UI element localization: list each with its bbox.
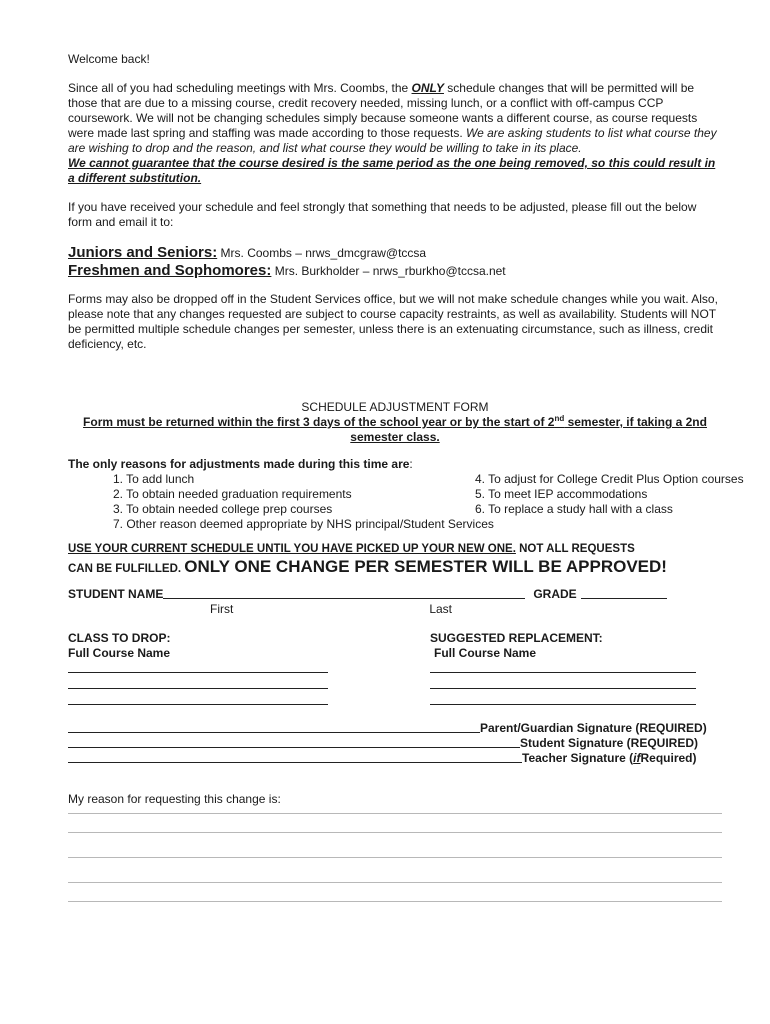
replacement-column: SUGGESTED REPLACEMENT: Full Course Name xyxy=(430,631,696,705)
student-name-row xyxy=(68,587,722,602)
warning-notice: USE YOUR CURRENT SCHEDULE UNTIL YOU HAVE PICKED UP YOUR NEW ONE. NOT ALL REQUESTS CAN BE FULFILLED. ONLY ONE CHANGE PER SEMESTER WILL BE APPROVED! xyxy=(68,543,667,576)
reason-item: 6. To replace a study hall with a class xyxy=(475,502,673,516)
drop-column: CLASS TO DROP: Full Course Name xyxy=(68,631,430,705)
reason-item: 4. To adjust for College Credit Plus Option courses xyxy=(475,472,744,486)
reason-item: 2. To obtain needed graduation requirements xyxy=(113,487,352,501)
only-emphasis: ONLY xyxy=(411,81,444,95)
paragraph-instructions: If you have received your schedule and feel strongly that something that needs to be adjusted, please fill out the below form and email it to: xyxy=(68,200,697,229)
signature-block xyxy=(68,721,722,766)
form-title: SCHEDULE ADJUSTMENT FORM xyxy=(301,400,489,414)
reason-item: 3. To obtain needed college prep courses xyxy=(113,502,333,516)
reason-item: 1. To add lunch xyxy=(113,472,195,486)
drop-course-field[interactable] xyxy=(68,677,328,689)
paragraph-dropoff: Forms may also be dropped off in the Student Services office, but we will not make schedule changes while you wait. Also, please note that any changes requested are subject to course capacity restraints, as well as availability. Students will NOT be permitted multiple schedule changes per semester, unless there is an extenuating circumstance, such as illness, credit deficiency, etc. xyxy=(68,292,718,351)
student-signature-row: Student Signature (REQUIRED) xyxy=(68,736,722,751)
reason-label: My reason for requesting this change is: xyxy=(68,792,281,806)
reason-item: 7. Other reason deemed appropriate by NHS principal/Student Services xyxy=(113,517,494,531)
paragraph-policy: Since all of you had scheduling meetings with Mrs. Coombs, the ONLY schedule changes that will be permitted will be those that are due to a missing course, credit recovery needed, missing lunch, or a conflict with off-campus CCP coursework. We will not be changing schedules simply because someone wants a different course, as course requests were made last spring and staffing was made according to those requests. We are asking students to list what course they are wishing to drop and the reason, and list what course they would be willing to take in its place. We cannot guarantee that the course desired is the same period as the one being removed, so this could result in a different substitution. xyxy=(68,81,717,185)
contact-list xyxy=(68,244,722,280)
parent-signature-row: Parent/Guardian Signature (REQUIRED) xyxy=(68,721,722,736)
reasons-heading: The only reasons for adjustments made during this time are: xyxy=(68,457,413,471)
contact-juniors-seniors: Juniors and Seniors: Mrs. Coombs – nrws_dmcgraw@tccsa xyxy=(68,244,427,261)
replacement-course-field[interactable] xyxy=(430,661,696,673)
greeting: Welcome back! xyxy=(68,52,150,66)
student-name-field[interactable] xyxy=(163,587,525,599)
grade-label: GRADE xyxy=(533,587,577,601)
contact-freshmen-sophomores: Freshmen and Sophomores: Mrs. Burkholder – nrws_rburkho@tccsa.net xyxy=(68,262,506,279)
name-hints: First Last xyxy=(210,602,453,616)
document-page xyxy=(68,52,744,902)
teacher-signature-field[interactable] xyxy=(68,751,522,763)
form-deadline: Form must be returned within the first 3 days of the school year or by the start of 2nd semester, if taking a 2nd semester class. xyxy=(83,414,707,444)
grade-field[interactable] xyxy=(581,587,667,599)
drop-course-field[interactable] xyxy=(68,661,328,673)
reason-item: 5. To meet IEP accommodations xyxy=(475,487,648,501)
parent-signature-field[interactable] xyxy=(68,721,480,733)
student-signature-field[interactable] xyxy=(68,736,520,748)
replacement-course-field[interactable] xyxy=(430,693,696,705)
guarantee-notice: We cannot guarantee that the course desired is the same period as the one being removed, so this could result in a different substitution. xyxy=(68,156,716,185)
teacher-signature-row: Teacher Signature ( if Required) xyxy=(68,751,722,766)
replacement-course-field[interactable] xyxy=(430,677,696,689)
reasons-list xyxy=(113,472,744,517)
course-section xyxy=(68,631,722,705)
student-name-label: STUDENT NAME xyxy=(68,587,164,601)
reason-lines[interactable] xyxy=(68,807,722,902)
drop-course-field[interactable] xyxy=(68,693,328,705)
